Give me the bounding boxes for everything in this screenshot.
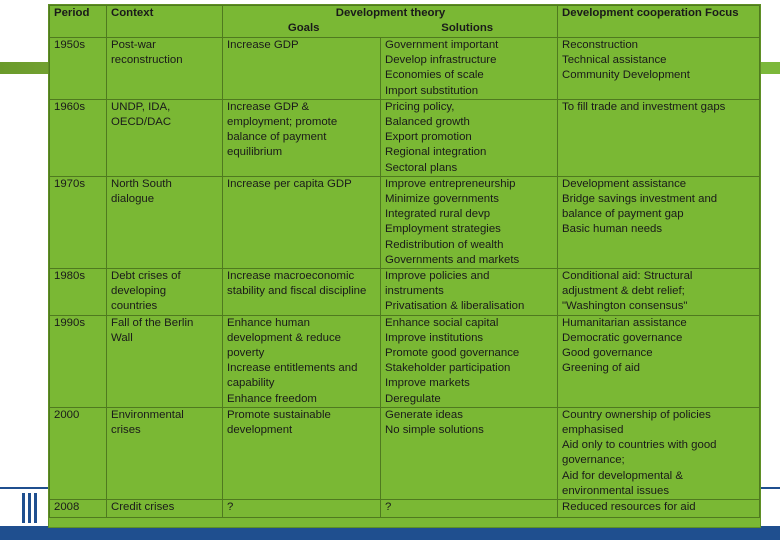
goals-line: Increase entitlements and [227, 362, 358, 375]
context-line: North South [111, 177, 172, 190]
focus-line: governance; [562, 454, 625, 467]
header-theory-subheaders [227, 21, 554, 36]
table-row [50, 176, 760, 268]
cell-focus [558, 38, 760, 100]
cell-goals [223, 315, 381, 407]
focus-line: "Washington consensus" [562, 300, 688, 313]
focus-line: Good governance [562, 347, 653, 360]
header-row [50, 6, 760, 38]
context-line: Post-war [111, 39, 156, 51]
context-line: reconstruction [111, 54, 183, 67]
solutions-line: Improve markets [385, 377, 470, 390]
focus-line: Bridge savings investment and [562, 193, 718, 206]
context-line: developing [111, 285, 167, 298]
cell-period: 1950s [50, 38, 107, 100]
goals-line: Increase per capita GDP [227, 177, 352, 190]
header-period: Period [50, 6, 107, 38]
table-row [50, 407, 760, 499]
solutions-line: Generate ideas [385, 408, 463, 421]
header-context: Context [107, 6, 223, 38]
goals-line: development & reduce [227, 331, 341, 344]
solutions-line: ? [385, 501, 392, 514]
context-line: Credit crises [111, 501, 175, 514]
focus-line: Reconstruction [562, 39, 638, 51]
focus-line: Aid for developmental & [562, 469, 683, 482]
context-line: UNDP, IDA, [111, 100, 171, 113]
focus-line: balance of payment gap [562, 208, 684, 221]
table-row [50, 269, 760, 316]
table-row [50, 315, 760, 407]
cell-period: 1970s [50, 176, 107, 268]
cell-solutions [381, 500, 558, 518]
solutions-line: Minimize governments [385, 193, 499, 206]
focus-line: emphasised [562, 424, 624, 437]
solutions-line: Privatisation & liberalisation [385, 300, 525, 313]
goals-line: balance of payment [227, 131, 327, 144]
goals-line: Increase macroeconomic [227, 270, 355, 283]
context-line: dialogue [111, 193, 155, 206]
development-table [49, 5, 760, 518]
cell-period: 2000 [50, 407, 107, 499]
goals-line: Increase GDP [227, 39, 299, 51]
cell-focus [558, 176, 760, 268]
context-line: Fall of the Berlin [111, 316, 194, 329]
focus-line: Greening of aid [562, 362, 640, 375]
goals-line: equilibrium [227, 146, 283, 159]
cell-context [107, 500, 223, 518]
focus-line: Conditional aid: Structural [562, 270, 693, 283]
focus-line: Aid only to countries with good [562, 439, 717, 452]
cell-context [107, 315, 223, 407]
header-focus: Development cooperation Focus [558, 6, 760, 38]
cell-focus [558, 500, 760, 518]
goals-line: stability and fiscal discipline [227, 285, 367, 298]
context-line: crises [111, 424, 141, 437]
solutions-line: Balanced growth [385, 116, 470, 129]
development-table-container [48, 4, 761, 528]
context-line: Debt crises of [111, 270, 181, 283]
header-development-theory [223, 6, 558, 38]
cell-context [107, 176, 223, 268]
header-theory-label: Development theory [335, 7, 446, 19]
solutions-line: Sectoral plans [385, 161, 458, 174]
goals-line: capability [227, 377, 275, 390]
table-row [50, 38, 760, 100]
cell-focus [558, 407, 760, 499]
cell-solutions [381, 407, 558, 499]
cell-solutions [381, 176, 558, 268]
solutions-line: Improve entrepreneurship [385, 177, 516, 190]
solutions-line: Improve policies and [385, 270, 490, 283]
cell-context [107, 38, 223, 100]
context-line: Environmental [111, 408, 184, 421]
table-row [50, 500, 760, 518]
cell-goals [223, 500, 381, 518]
solutions-line: Regional integration [385, 146, 487, 159]
solutions-line: Enhance social capital [385, 316, 499, 329]
cell-goals [223, 269, 381, 316]
header-solutions: Solutions [441, 22, 494, 35]
focus-line: Humanitarian assistance [562, 316, 687, 329]
solutions-line: Government important [385, 39, 499, 51]
solutions-line: Employment strategies [385, 223, 501, 236]
cell-period: 2008 [50, 500, 107, 518]
cell-solutions [381, 99, 558, 176]
cell-period: 1990s [50, 315, 107, 407]
focus-line: Community Development [562, 69, 690, 82]
cell-focus [558, 315, 760, 407]
solutions-line: Redistribution of wealth [385, 238, 504, 251]
table-body [50, 38, 760, 518]
cell-solutions [381, 38, 558, 100]
context-line: OECD/DAC [111, 116, 172, 129]
footer-bar [0, 526, 780, 540]
goals-line: Increase GDP & [227, 100, 310, 113]
focus-line: environmental issues [562, 484, 670, 497]
goals-line: development [227, 424, 293, 437]
solutions-line: Develop infrastructure [385, 54, 497, 67]
focus-line: adjustment & debt relief; [562, 285, 685, 298]
focus-line: Basic human needs [562, 223, 663, 236]
cell-goals [223, 407, 381, 499]
solutions-line: Stakeholder participation [385, 362, 511, 375]
cell-focus [558, 99, 760, 176]
focus-line: Democratic governance [562, 331, 683, 344]
cell-solutions [381, 315, 558, 407]
table-row [50, 99, 760, 176]
focus-line: Development assistance [562, 177, 687, 190]
cell-focus [558, 269, 760, 316]
solutions-line: Economies of scale [385, 69, 484, 82]
cell-goals [223, 176, 381, 268]
goals-line: Enhance human [227, 316, 310, 329]
cell-context [107, 99, 223, 176]
header-goals: Goals [287, 22, 320, 35]
cell-goals [223, 38, 381, 100]
goals-line: poverty [227, 347, 265, 360]
solutions-line: instruments [385, 285, 444, 298]
solutions-line: Pricing policy, [385, 100, 455, 113]
focus-line: Reduced resources for aid [562, 501, 696, 514]
cell-period: 1960s [50, 99, 107, 176]
solutions-line: Integrated rural devp [385, 208, 491, 221]
solutions-line: Improve institutions [385, 331, 484, 344]
solutions-line: Governments and markets [385, 253, 520, 266]
focus-line: Country ownership of policies [562, 408, 711, 421]
goals-line: Enhance freedom [227, 392, 317, 405]
solutions-line: No simple solutions [385, 424, 484, 437]
context-line: Wall [111, 331, 133, 344]
goals-line: employment; promote [227, 116, 338, 129]
solutions-line: Deregulate [385, 392, 441, 405]
goals-line: ? [227, 501, 234, 514]
focus-line: Technical assistance [562, 54, 667, 67]
cell-context [107, 407, 223, 499]
solutions-line: Import substitution [385, 84, 479, 97]
focus-line: To fill trade and investment gaps [562, 100, 726, 113]
cell-period: 1980s [50, 269, 107, 316]
cell-goals [223, 99, 381, 176]
context-line: countries [111, 300, 158, 313]
cell-solutions [381, 269, 558, 316]
solutions-line: Promote good governance [385, 347, 520, 360]
cell-context [107, 269, 223, 316]
goals-line: Promote sustainable [227, 408, 331, 421]
solutions-line: Export promotion [385, 131, 472, 144]
